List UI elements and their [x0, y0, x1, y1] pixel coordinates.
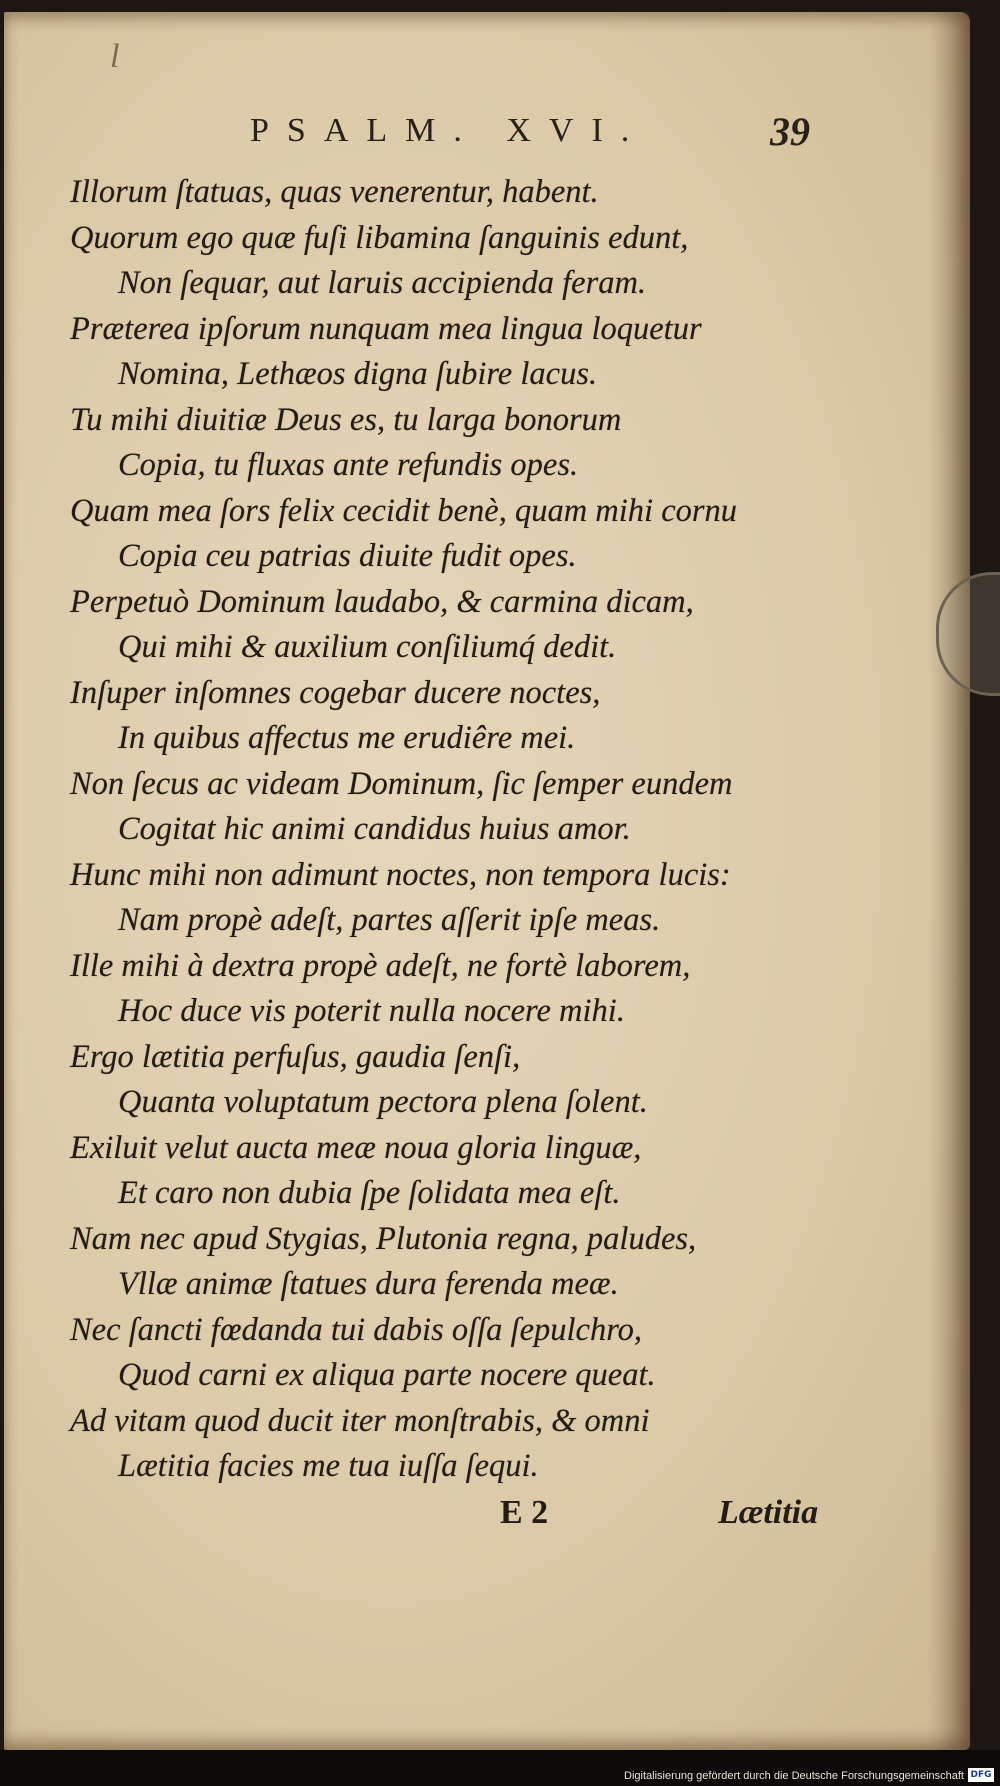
page-number: 39	[770, 109, 810, 154]
verse-line: Cogitat hic animi candidus huius amor.	[118, 811, 631, 847]
verse-line: Non ſequar, aut laruis accipienda feram.	[118, 265, 647, 301]
corner-mark: l	[110, 38, 120, 75]
verse-line: Hunc mihi non adimunt noctes, non tempora lucis:	[70, 856, 731, 893]
verse-line: Nam propè adeſt, partes aſſerit ipſe meas.	[118, 902, 661, 938]
poem-text-block	[0, 170, 900, 1490]
verse-line: Quod carni ex aliqua parte nocere queat.	[118, 1357, 656, 1393]
signature-mark: E 2	[500, 1494, 549, 1531]
catchword: Lætitia	[718, 1494, 819, 1531]
verse-line: Quanta voluptatum pectora plena ſolent.	[118, 1084, 648, 1120]
verse-line: Præterea ipſorum nunquam mea lingua loquetur	[70, 310, 702, 347]
verse-line: Perpetuò Dominum laudabo, & carmina dicam,	[70, 583, 694, 620]
digitization-footer	[0, 1750, 1000, 1786]
verse-line: Hoc duce vis poterit nulla nocere mihi.	[118, 993, 625, 1029]
verse-line: Quam mea ſors felix cecidit benè, quam mihi cornu	[70, 492, 738, 529]
verse-line: Vllæ animæ ſtatues dura ferenda meæ.	[118, 1266, 619, 1302]
verse-line: Lætitia facies me tua iuſſa ſequi.	[118, 1448, 539, 1484]
verse-line: Ad vitam quod ducit iter monſtrabis, & omni	[70, 1402, 650, 1439]
verse-line: Nam nec apud Stygias, Plutonia regna, paludes,	[70, 1220, 697, 1257]
verse-line: Ergo lætitia perfuſus, gaudia ſenſi,	[70, 1038, 521, 1075]
dfg-logo: DFG	[968, 1768, 994, 1782]
verse-line: Nec ſancti fœdanda tui dabis oſſa ſepulchro,	[70, 1311, 643, 1348]
verse-line: Inſuper inſomnes cogebar ducere noctes,	[70, 674, 601, 711]
running-head: PSALM. XVI.	[250, 112, 648, 149]
verse-line: Exiluit velut aucta meæ noua gloria linguæ,	[70, 1129, 642, 1166]
verse-line: Ille mihi à dextra propè adeſt, ne fortè laborem,	[70, 947, 691, 984]
verse-line: Illorum ſtatuas, quas venerentur, habent.	[70, 174, 599, 210]
verse-line: Quorum ego quæ fuſi libamina ſanguinis edunt,	[70, 219, 689, 256]
verse-line: Non ſecus ac videam Dominum, ſic ſemper eundem	[70, 765, 733, 802]
verse-line: In quibus affectus me erudiêre mei.	[118, 720, 576, 756]
page-edge-shadow	[928, 12, 970, 1750]
verse-line: Nomina, Lethæos digna ſubire lacus.	[118, 356, 598, 392]
verse-line: Qui mihi & auxilium conſiliumq́ dedit.	[118, 629, 617, 665]
funding-credit: Digitalisierung gefördert durch die Deutsche Forschungsgemeinschaft	[624, 1770, 964, 1782]
verse-line: Copia, tu fluxas ante refundis opes.	[118, 447, 579, 483]
verse-line: Tu mihi diuitiæ Deus es, tu larga bonorum	[70, 401, 622, 438]
verse-line: Et caro non dubia ſpe ſolidata mea eſt.	[118, 1175, 621, 1211]
verse-line: Copia ceu patrias diuite fudit opes.	[118, 538, 577, 574]
